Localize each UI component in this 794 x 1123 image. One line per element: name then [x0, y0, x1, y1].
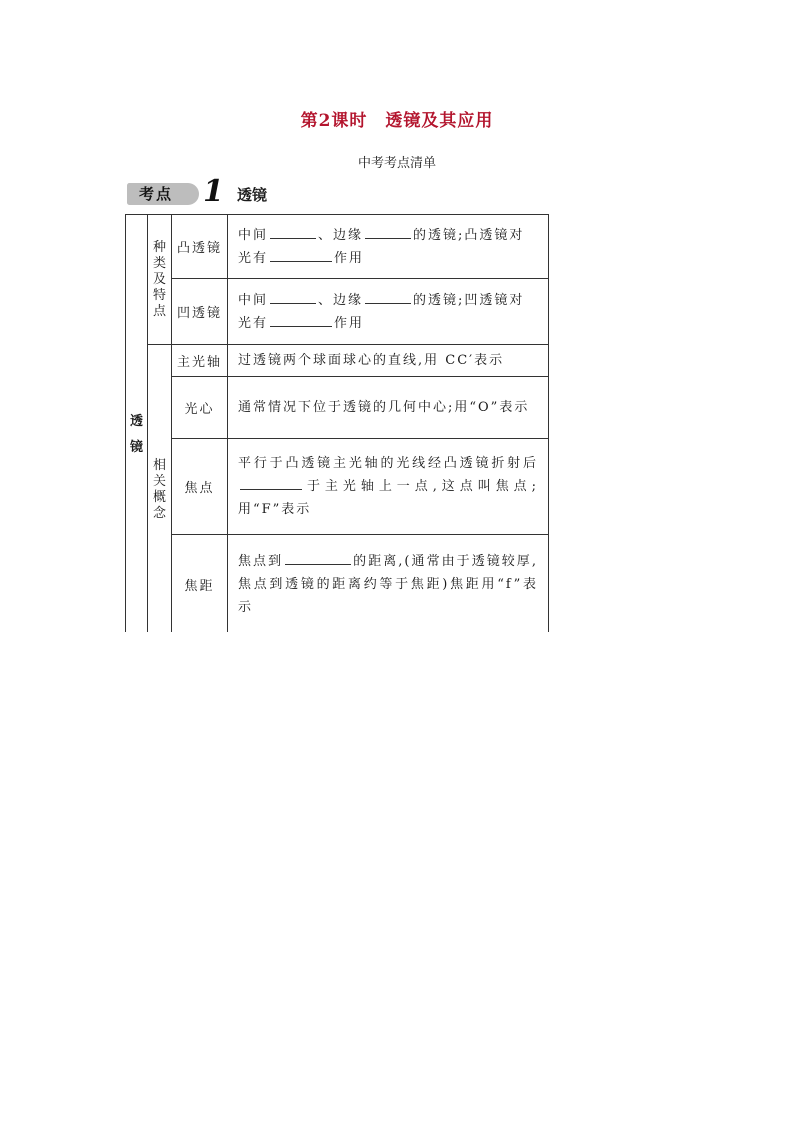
page-subtitle: 中考考点清单 — [357, 156, 436, 171]
section-header — [127, 174, 407, 209]
term-focal-length: 焦距 — [172, 535, 228, 633]
answer-blank[interactable] — [270, 312, 332, 327]
group-label-types: 种类及特点 — [152, 239, 166, 319]
term-concave: 凹透镜 — [172, 279, 228, 345]
page-title — [0, 106, 794, 131]
outer-label-cell — [126, 215, 148, 633]
group-label-concepts: 相关概念 — [152, 457, 166, 521]
term-focus: 焦点 — [172, 439, 228, 535]
section-number: 1 — [203, 174, 224, 209]
term-convex: 凸透镜 — [172, 215, 228, 279]
section-title: 透镜 — [237, 186, 268, 204]
desc-optical-center: 通常情况下位于透镜的几何中心;用“O”表示 — [228, 377, 549, 439]
desc-focus: 平行于凸透镜主光轴的光线经凸透镜折射后于主光轴上一点,这点叫焦点;用“F”表示 — [228, 439, 549, 535]
desc-concave: 中间 、边缘 的透镜;凹透镜对 光有 作用 — [228, 279, 549, 345]
answer-blank[interactable] — [365, 224, 411, 239]
desc-focal-length: 焦点到 的距离,(通常由于透镜较厚,焦点到透镜的距离约等于焦距)焦距用“f”表示 — [228, 535, 549, 633]
lesson-topic: 透镜及其应用 — [385, 111, 494, 131]
lesson-number: 第2课时 — [300, 111, 368, 131]
answer-blank[interactable] — [270, 224, 316, 239]
term-optical-center: 光心 — [172, 377, 228, 439]
desc-principal-axis: 过透镜两个球面球心的直线,用 CC′表示 — [228, 345, 549, 377]
group-cell-types — [148, 215, 172, 345]
lens-table — [125, 214, 549, 632]
term-principal-axis: 主光轴 — [172, 345, 228, 377]
outer-label: 透镜 — [129, 413, 143, 455]
lens-table-frame — [125, 214, 549, 632]
answer-blank[interactable] — [285, 550, 351, 565]
answer-blank[interactable] — [240, 475, 302, 490]
group-cell-concepts — [148, 345, 172, 633]
answer-blank[interactable] — [270, 247, 332, 262]
answer-blank[interactable] — [270, 289, 316, 304]
section-badge: 考点 — [127, 183, 199, 205]
answer-blank[interactable] — [365, 289, 411, 304]
desc-convex: 中间 、边缘 的透镜;凸透镜对 光有 作用 — [228, 215, 549, 279]
